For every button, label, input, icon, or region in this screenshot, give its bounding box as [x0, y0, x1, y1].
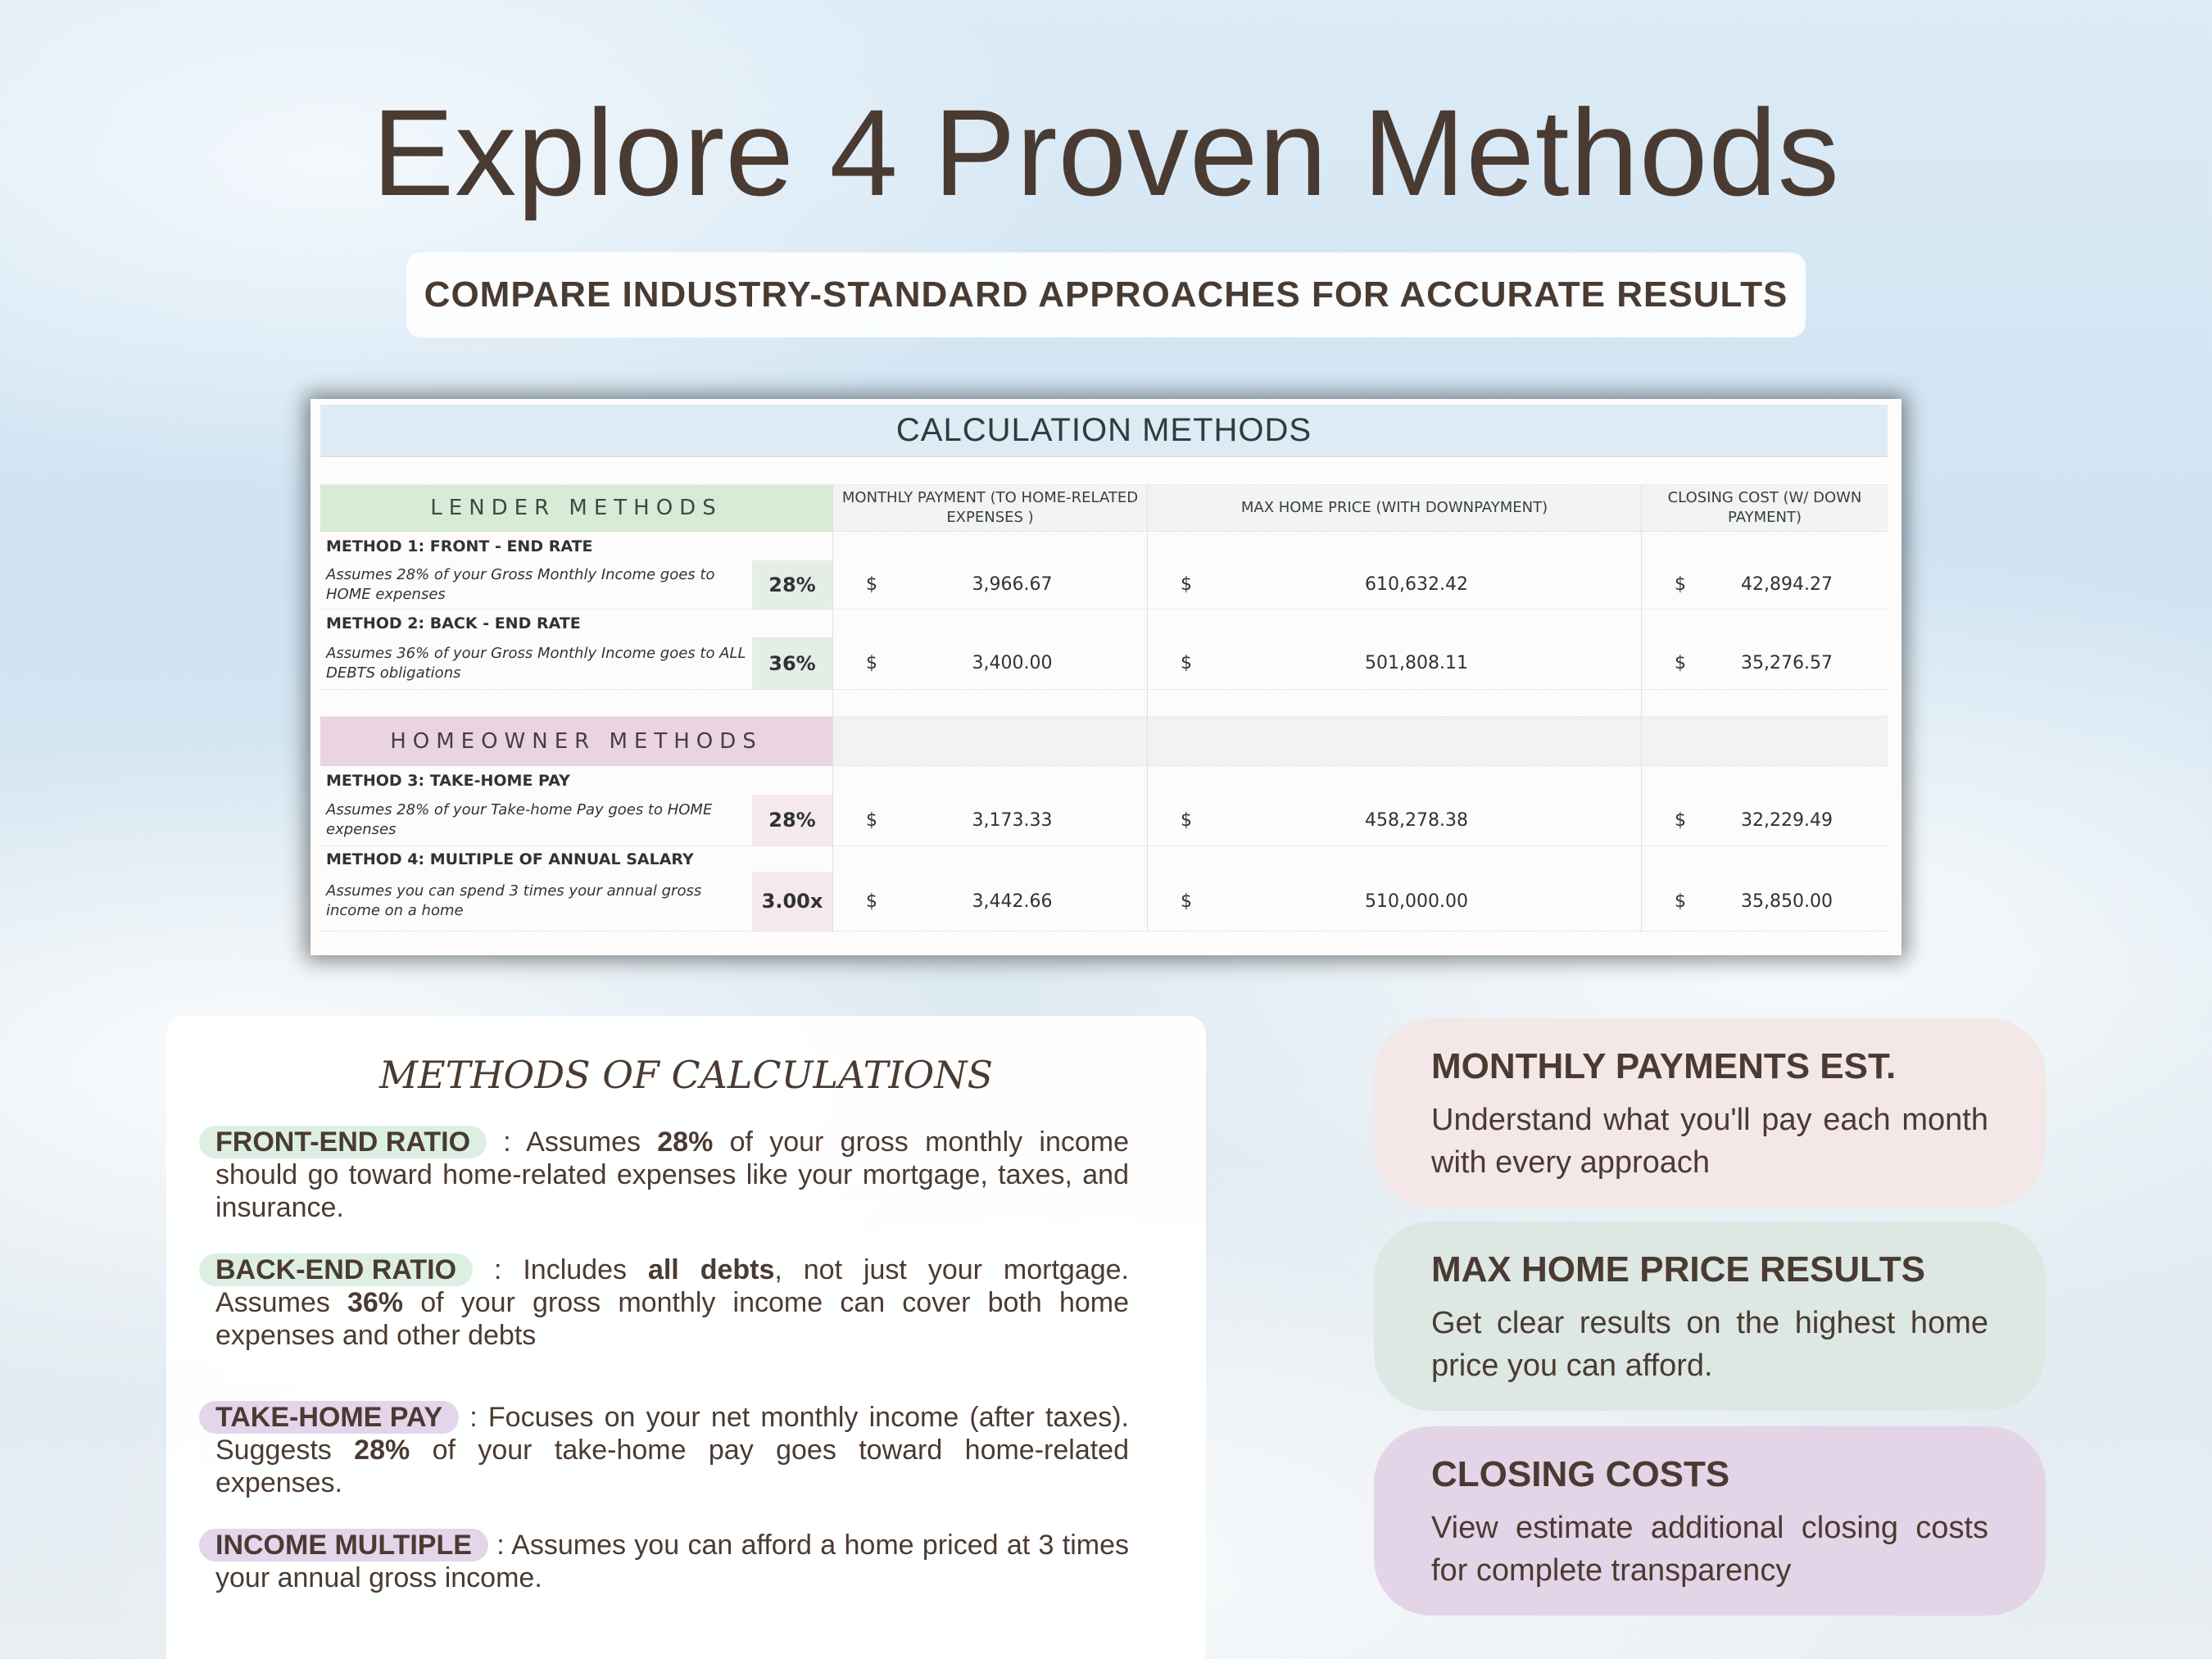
emphasis: 28% — [354, 1435, 410, 1466]
monthly-payment-cell[interactable] — [832, 637, 1147, 690]
max-price-cell[interactable] — [1147, 872, 1641, 931]
monthly-value: 3,966.67 — [972, 574, 1053, 595]
max-price-cell[interactable] — [1147, 637, 1641, 690]
text: , not just your mortgage. Assumes — [215, 1254, 1129, 1318]
take-home-label: TAKE-HOME PAY — [199, 1401, 459, 1434]
currency-symbol: $ — [866, 574, 877, 595]
method-title[interactable]: METHOD 1: FRONT - END RATE — [326, 537, 593, 555]
monthly-value: 3,442.66 — [972, 891, 1053, 912]
monthly-payment-cell[interactable] — [832, 872, 1147, 931]
cell — [832, 766, 1147, 795]
closing-value: 35,850.00 — [1741, 891, 1833, 912]
cell — [832, 690, 1147, 717]
feature-body: View estimate additional closing costs for complete transparency — [1431, 1511, 1988, 1588]
method-description[interactable]: Assumes 28% of your Take-home Pay goes to HOME expenses — [320, 795, 752, 846]
cell — [1641, 717, 1888, 766]
back-end-label: BACK-END RATIO — [199, 1253, 473, 1286]
explainer-title: METHODS OF CALCULATIONS — [379, 1053, 993, 1097]
text: of your take-home pay goes toward home-related expenses. — [215, 1435, 1129, 1498]
monthly-payment-cell[interactable] — [832, 560, 1147, 610]
currency-symbol: $ — [1181, 574, 1192, 595]
method-title[interactable]: METHOD 4: MULTIPLE OF ANNUAL SALARY — [326, 850, 694, 868]
cell — [1641, 846, 1888, 872]
cell — [1147, 766, 1641, 795]
spacer-row — [320, 690, 832, 717]
methods-table — [320, 457, 1888, 931]
methods-explainer-card — [166, 1016, 1206, 1659]
closing-cost-cell[interactable] — [1641, 872, 1888, 931]
method-rate[interactable]: 28% — [752, 560, 832, 610]
explainer-front-end — [215, 1126, 1129, 1224]
feature-title: MONTHLY PAYMENTS EST. — [1431, 1046, 1897, 1086]
text: of your gross monthly income can cover both home expenses and other debts — [215, 1287, 1129, 1351]
method-description[interactable]: Assumes you can spend 3 times your annual gross income on a home — [320, 872, 752, 931]
feature-card-max-price — [1374, 1222, 2046, 1411]
feature-body: Understand what you'll pay each month with every approach — [1431, 1103, 1988, 1180]
monthly-payment-cell[interactable] — [832, 795, 1147, 846]
max-price-value: 610,632.42 — [1365, 574, 1468, 595]
subtitle-banner: COMPARE INDUSTRY-STANDARD APPROACHES FOR ACCURATE RESULTS — [406, 252, 1806, 338]
text: Focuses on your net monthly income (after taxes). Suggests — [215, 1402, 1129, 1466]
currency-symbol: $ — [1181, 653, 1192, 673]
cell — [1641, 532, 1888, 560]
cell — [1147, 846, 1641, 872]
feature-body: Get clear results on the highest home price you can afford. — [1431, 1306, 1988, 1383]
currency-symbol: $ — [866, 891, 877, 912]
explainer-income-multiple — [215, 1529, 1129, 1594]
cell — [1641, 610, 1888, 637]
explainer-back-end — [215, 1253, 1129, 1352]
text: Includes — [523, 1254, 648, 1285]
text: of your gross monthly income should go toward home-related expenses like your mortgage, taxes, and insurance. — [215, 1126, 1130, 1223]
cell — [832, 846, 1147, 872]
lender-methods-header: LENDER METHODS — [320, 485, 832, 532]
emphasis: 36% — [347, 1287, 404, 1318]
emphasis: all debts — [647, 1254, 775, 1285]
cell — [1641, 690, 1888, 717]
monthly-value: 3,173.33 — [972, 809, 1053, 831]
max-price-value: 510,000.00 — [1365, 891, 1468, 912]
currency-symbol: $ — [1675, 891, 1686, 912]
currency-symbol: $ — [1181, 809, 1192, 831]
cell — [1147, 690, 1641, 717]
explainer-take-home — [215, 1401, 1129, 1499]
page-title: Explore 4 Proven Methods — [372, 84, 1840, 221]
homeowner-methods-header: HOMEOWNER METHODS — [320, 717, 832, 766]
separator: : — [473, 1254, 524, 1285]
cell — [1641, 766, 1888, 795]
currency-symbol: $ — [866, 653, 877, 673]
text: Assumes you can afford a home priced at 3 times your annual gross income. — [215, 1530, 1130, 1593]
max-price-value: 458,278.38 — [1365, 809, 1468, 831]
monthly-value: 3,400.00 — [972, 653, 1053, 673]
income-multiple-label: INCOME MULTIPLE — [199, 1529, 488, 1562]
emphasis: 28% — [657, 1126, 714, 1158]
method-rate[interactable]: 28% — [752, 795, 832, 846]
max-price-cell[interactable] — [1147, 795, 1641, 846]
method-description[interactable]: Assumes 28% of your Gross Monthly Income goes to HOME expenses — [320, 560, 752, 610]
method-title[interactable]: METHOD 3: TAKE-HOME PAY — [326, 771, 570, 790]
text: Assumes — [526, 1126, 658, 1158]
cell — [832, 532, 1147, 560]
currency-symbol: $ — [1675, 653, 1686, 673]
col-header-monthly[interactable]: MONTHLY PAYMENT (TO HOME-RELATED EXPENSES ) — [832, 485, 1147, 532]
method-description[interactable]: Assumes 36% of your Gross Monthly Income goes to ALL DEBTS obligations — [320, 637, 752, 690]
separator: : — [459, 1402, 488, 1433]
cell — [832, 717, 1147, 766]
closing-value: 35,276.57 — [1741, 653, 1833, 673]
closing-cost-cell[interactable] — [1641, 560, 1888, 610]
feature-title: CLOSING COSTS — [1431, 1454, 1730, 1494]
method-rate[interactable]: 36% — [752, 637, 832, 690]
closing-cost-cell[interactable] — [1641, 795, 1888, 846]
feature-card-monthly — [1374, 1018, 2046, 1208]
cell — [832, 610, 1147, 637]
closing-value: 32,229.49 — [1741, 809, 1833, 831]
currency-symbol: $ — [1181, 891, 1192, 912]
sheet-title: CALCULATION METHODS — [320, 405, 1888, 457]
separator: : — [487, 1530, 512, 1561]
front-end-label: FRONT-END RATIO — [199, 1126, 487, 1158]
method-rate[interactable]: 3.00x — [752, 872, 832, 931]
currency-symbol: $ — [1675, 574, 1686, 595]
method-title[interactable]: METHOD 2: BACK - END RATE — [326, 614, 581, 632]
col-header-closing[interactable]: CLOSING COST (W/ DOWN PAYMENT) — [1641, 485, 1888, 532]
calculation-methods-sheet — [310, 399, 1902, 955]
max-price-value: 501,808.11 — [1365, 653, 1468, 673]
max-price-cell[interactable] — [1147, 560, 1641, 610]
cell — [1147, 532, 1641, 560]
col-header-max-price[interactable]: MAX HOME PRICE (WITH DOWNPAYMENT) — [1147, 485, 1641, 532]
separator: : — [487, 1126, 527, 1158]
currency-symbol: $ — [1675, 809, 1686, 831]
cell — [1147, 610, 1641, 637]
spacer-row — [320, 457, 1888, 485]
feature-title: MAX HOME PRICE RESULTS — [1431, 1249, 1926, 1290]
closing-value: 42,894.27 — [1741, 574, 1833, 595]
feature-card-closing — [1374, 1426, 2046, 1616]
closing-cost-cell[interactable] — [1641, 637, 1888, 690]
currency-symbol: $ — [866, 809, 877, 831]
cell — [1147, 717, 1641, 766]
